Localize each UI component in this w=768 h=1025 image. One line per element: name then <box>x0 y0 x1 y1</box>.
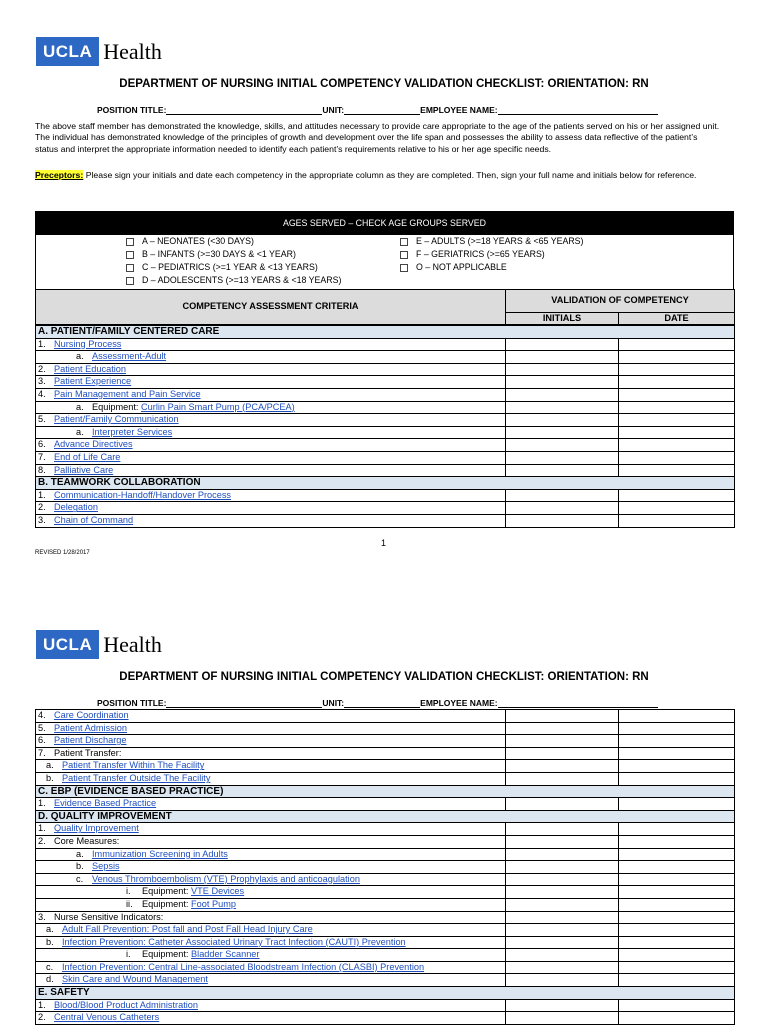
competency-link[interactable]: Patient/Family Communication <box>54 414 179 425</box>
initials-cell[interactable] <box>506 502 619 515</box>
competency-link[interactable]: Assessment-Adult <box>92 351 167 362</box>
competency-link[interactable]: Venous Thromboembolism (VTE) Prophylaxis and anticoagulation <box>92 873 360 884</box>
competency-row <box>36 439 735 452</box>
date-cell[interactable] <box>619 848 735 861</box>
item-number: a. <box>46 924 54 935</box>
competency-cell <box>36 760 506 773</box>
competency-cell <box>36 376 506 389</box>
date-cell[interactable] <box>619 439 735 452</box>
competency-link[interactable]: Patient Education <box>54 363 127 374</box>
item-number: a. <box>76 426 84 437</box>
section-title: A. PATIENT/FAMILY CENTERED CARE <box>36 326 735 339</box>
section-title: E. SAFETY <box>36 987 735 1000</box>
item-number: 3. <box>38 911 46 922</box>
initials-cell[interactable] <box>506 974 619 987</box>
initials-cell[interactable] <box>506 999 619 1012</box>
competency-link[interactable]: Infection Prevention: Central Line-associated Bloodstream Infection (CLASBI) Prevention <box>62 961 425 972</box>
competency-row <box>36 974 735 987</box>
initials-cell[interactable] <box>506 489 619 502</box>
competency-row <box>36 924 735 937</box>
competency-link[interactable]: End of Life Care <box>54 451 121 462</box>
item-number: 1. <box>38 999 46 1010</box>
competency-row <box>36 949 735 962</box>
ages-served-header: AGES SERVED – CHECK AGE GROUPS SERVED <box>35 211 734 235</box>
item-number: 3. <box>38 514 46 525</box>
initials-cell[interactable] <box>506 351 619 364</box>
ucla-health-logo: UCLA Health <box>36 630 162 659</box>
initials-cell[interactable] <box>506 451 619 464</box>
competency-row <box>36 426 735 439</box>
competency-link[interactable]: Chain of Command <box>54 514 134 525</box>
competency-cell <box>36 848 506 861</box>
competency-link[interactable]: Curlin Pain Smart Pump (PCA/PCEA) <box>141 401 295 412</box>
competency-link[interactable]: Patient Transfer Within The Facility <box>62 760 205 771</box>
competency-cell <box>36 961 506 974</box>
competency-cell <box>36 351 506 364</box>
ages-served-box <box>35 235 734 290</box>
competency-cell <box>36 464 506 477</box>
age-option-geriatrics[interactable]: F – GERIATRICS (>=65 YEARS) <box>400 249 545 259</box>
competency-link[interactable]: Adult Fall Prevention: Post fall and Post Fall Head Injury Care <box>62 924 313 935</box>
competency-row <box>36 363 735 376</box>
date-cell[interactable] <box>619 760 735 773</box>
competency-cell <box>36 936 506 949</box>
competency-cell <box>36 861 506 874</box>
age-option-pediatrics[interactable]: C – PEDIATRICS (>=1 YEAR & <13 YEARS) <box>126 262 318 272</box>
date-cell[interactable] <box>619 873 735 886</box>
item-number: a. <box>76 848 84 859</box>
section-title: D. QUALITY IMPROVEMENT <box>36 810 735 823</box>
section-header-row <box>36 785 735 798</box>
competency-cell <box>36 401 506 414</box>
checkbox-icon[interactable] <box>126 251 134 259</box>
ucla-health-logo: UCLA Health <box>36 37 162 66</box>
initials-cell[interactable] <box>506 961 619 974</box>
initials-cell[interactable] <box>506 401 619 414</box>
competency-cell <box>36 363 506 376</box>
competency-cell <box>36 489 506 502</box>
item-number: 7. <box>38 747 46 758</box>
competency-row <box>36 961 735 974</box>
date-cell[interactable] <box>619 735 735 748</box>
date-cell[interactable] <box>619 898 735 911</box>
checkbox-icon[interactable] <box>400 264 408 272</box>
document-title: DEPARTMENT OF NURSING INITIAL COMPETENCY VALIDATION CHECKLIST: ORIENTATION: RN <box>119 78 649 90</box>
competency-link[interactable]: Pain Management and Pain Service <box>54 388 201 399</box>
position-title-field[interactable] <box>166 105 322 115</box>
initials-cell[interactable] <box>506 1012 619 1025</box>
checkbox-icon[interactable] <box>400 238 408 246</box>
competency-link[interactable]: Care Coordination <box>54 710 129 720</box>
competency-row <box>36 338 735 351</box>
initials-cell[interactable] <box>506 949 619 962</box>
initials-cell[interactable] <box>506 924 619 937</box>
competency-table-page-2 <box>35 709 735 1025</box>
competency-link[interactable]: Skin Care and Wound Management <box>62 974 208 985</box>
competency-row <box>36 514 735 527</box>
competency-cell <box>36 338 506 351</box>
age-option-neonates[interactable]: A – NEONATES (<30 DAYS) <box>126 236 254 246</box>
section-header-row <box>36 477 735 490</box>
competency-row <box>36 351 735 364</box>
employee-name-field[interactable] <box>498 105 658 115</box>
date-cell[interactable] <box>619 798 735 811</box>
item-label: Patient Transfer: <box>54 747 122 758</box>
item-number: 3. <box>38 376 46 387</box>
competency-link[interactable]: Bladder Scanner <box>191 949 260 960</box>
date-cell[interactable] <box>619 376 735 389</box>
competency-row <box>36 760 735 773</box>
item-number: 1. <box>38 338 46 349</box>
competency-cell <box>36 451 506 464</box>
initials-cell[interactable] <box>506 873 619 886</box>
age-option-adults[interactable]: E – ADULTS (>=18 YEARS & <65 YEARS) <box>400 236 583 246</box>
competency-link[interactable]: Immunization Screening in Adults <box>92 848 228 859</box>
competency-row <box>36 401 735 414</box>
competency-link[interactable]: Patient Transfer Outside The Facility <box>62 772 211 783</box>
date-cell[interactable] <box>619 722 735 735</box>
item-number: a. <box>76 351 84 362</box>
item-number: 1. <box>38 489 46 500</box>
competency-row <box>36 414 735 427</box>
item-number: 4. <box>38 710 46 720</box>
initials-cell[interactable] <box>506 898 619 911</box>
competency-row <box>36 873 735 886</box>
item-number: b. <box>76 861 84 872</box>
item-number: i. <box>126 949 131 960</box>
date-header: DATE <box>619 313 735 325</box>
initials-cell[interactable] <box>506 886 619 899</box>
competency-cell <box>36 798 506 811</box>
competency-table-page-1 <box>35 325 735 528</box>
unit-field[interactable] <box>344 105 420 115</box>
competency-link[interactable]: Foot Pump <box>191 898 236 909</box>
competency-link[interactable]: VTE Devices <box>191 886 245 897</box>
date-cell[interactable] <box>619 747 735 760</box>
competency-row <box>36 772 735 785</box>
preceptors-instruction: Preceptors: Please sign your initials and date each competency in the appropriate column as they are completed. Then, sign your full name and initials below for reference. <box>35 170 697 180</box>
employee-name-field[interactable] <box>498 698 658 708</box>
checkbox-icon[interactable] <box>126 277 134 285</box>
date-cell[interactable] <box>619 464 735 477</box>
competency-row <box>36 489 735 502</box>
competency-link[interactable]: Advance Directives <box>54 439 133 450</box>
revised-date: REVISED 1/28/2017 <box>35 550 90 556</box>
date-cell[interactable] <box>619 426 735 439</box>
item-number: ii. <box>126 898 133 909</box>
criteria-header: COMPETENCY ASSESSMENT CRITERIA <box>36 290 506 325</box>
competency-cell <box>36 426 506 439</box>
item-label: Equipment: <box>142 949 192 960</box>
competency-row <box>36 710 735 723</box>
initials-cell[interactable] <box>506 772 619 785</box>
competency-row <box>36 798 735 811</box>
competency-link[interactable]: Communication-Handoff/Handover Process <box>54 489 232 500</box>
initials-cell[interactable] <box>506 414 619 427</box>
competency-row <box>36 999 735 1012</box>
competency-cell <box>36 873 506 886</box>
date-cell[interactable] <box>619 489 735 502</box>
item-number: 6. <box>38 439 46 450</box>
competency-cell <box>36 747 506 760</box>
initials-cell[interactable] <box>506 848 619 861</box>
competency-cell <box>36 835 506 848</box>
date-cell[interactable] <box>619 772 735 785</box>
competency-table-header <box>35 289 735 325</box>
item-label: Core Measures: <box>54 835 120 846</box>
item-number: 5. <box>38 722 46 733</box>
competency-cell <box>36 514 506 527</box>
initials-header: INITIALS <box>506 313 619 325</box>
date-cell[interactable] <box>619 974 735 987</box>
validation-header: VALIDATION OF COMPETENCY <box>506 290 735 313</box>
competency-link[interactable]: Patient Discharge <box>54 735 127 746</box>
competency-cell <box>36 710 506 723</box>
age-option-infants[interactable]: B – INFANTS (>=30 DAYS & <1 YEAR) <box>126 249 296 259</box>
initials-cell[interactable] <box>506 710 619 723</box>
competency-row <box>36 911 735 924</box>
initials-cell[interactable] <box>506 911 619 924</box>
competency-row <box>36 861 735 874</box>
date-cell[interactable] <box>619 710 735 723</box>
item-number: 6. <box>38 735 46 746</box>
initials-cell[interactable] <box>506 439 619 452</box>
section-header-row <box>36 326 735 339</box>
date-cell[interactable] <box>619 861 735 874</box>
date-cell[interactable] <box>619 401 735 414</box>
date-cell[interactable] <box>619 338 735 351</box>
competency-link[interactable]: Evidence Based Practice <box>54 798 157 809</box>
date-cell[interactable] <box>619 999 735 1012</box>
initials-cell[interactable] <box>506 798 619 811</box>
competency-row <box>36 835 735 848</box>
initials-cell[interactable] <box>506 823 619 836</box>
competency-row <box>36 451 735 464</box>
initials-cell[interactable] <box>506 376 619 389</box>
date-cell[interactable] <box>619 388 735 401</box>
competency-link[interactable]: Palliative Care <box>54 464 114 475</box>
date-cell[interactable] <box>619 351 735 364</box>
date-cell[interactable] <box>619 514 735 527</box>
date-cell[interactable] <box>619 924 735 937</box>
checkbox-icon[interactable] <box>126 238 134 246</box>
item-number: 1. <box>38 798 46 809</box>
initials-cell[interactable] <box>506 760 619 773</box>
competency-cell <box>36 388 506 401</box>
competency-link[interactable]: Blood/Blood Product Administration <box>54 999 199 1010</box>
item-number: 2. <box>38 363 46 374</box>
item-label: Equipment: <box>92 401 142 412</box>
initials-cell[interactable] <box>506 735 619 748</box>
date-cell[interactable] <box>619 451 735 464</box>
competency-row <box>36 376 735 389</box>
competency-row <box>36 735 735 748</box>
competency-cell <box>36 735 506 748</box>
item-label: Equipment: <box>142 898 192 909</box>
competency-cell <box>36 886 506 899</box>
position-line: POSITION TITLE: UNIT: EMPLOYEE NAME: <box>97 105 658 115</box>
competency-cell <box>36 414 506 427</box>
initials-cell[interactable] <box>506 861 619 874</box>
competency-row <box>36 1012 735 1025</box>
competency-cell <box>36 722 506 735</box>
date-cell[interactable] <box>619 961 735 974</box>
competency-cell <box>36 823 506 836</box>
competency-cell <box>36 898 506 911</box>
age-option-not-applicable[interactable]: O – NOT APPLICABLE <box>400 262 507 272</box>
competency-row <box>36 722 735 735</box>
item-label: Equipment: <box>142 886 192 897</box>
item-number: i. <box>126 886 131 897</box>
initials-cell[interactable] <box>506 464 619 477</box>
competency-row <box>36 936 735 949</box>
item-number: c. <box>46 961 54 972</box>
competency-link[interactable]: Central Venous Catheters <box>54 1012 160 1023</box>
competency-link[interactable]: Quality Improvement <box>54 823 139 834</box>
date-cell[interactable] <box>619 835 735 848</box>
competency-cell <box>36 439 506 452</box>
item-number: 1. <box>38 823 46 834</box>
item-number: a. <box>76 401 84 412</box>
competency-row <box>36 898 735 911</box>
position-title-field[interactable] <box>166 698 322 708</box>
competency-link[interactable]: Patient Experience <box>54 376 132 387</box>
initials-cell[interactable] <box>506 426 619 439</box>
item-number: 8. <box>38 464 46 475</box>
competency-cell <box>36 502 506 515</box>
section-title: B. TEAMWORK COLLABORATION <box>36 477 735 490</box>
date-cell[interactable] <box>619 949 735 962</box>
competency-cell <box>36 1012 506 1025</box>
date-cell[interactable] <box>619 911 735 924</box>
competency-row <box>36 388 735 401</box>
item-number: 4. <box>38 388 46 399</box>
competency-link[interactable]: Sepsis <box>92 861 120 872</box>
age-option-adolescents[interactable]: D – ADOLESCENTS (>=13 YEARS & <18 YEARS) <box>126 275 341 285</box>
section-title: C. EBP (EVIDENCE BASED PRACTICE) <box>36 785 735 798</box>
item-number: c. <box>76 873 84 884</box>
date-cell[interactable] <box>619 886 735 899</box>
competency-row <box>36 848 735 861</box>
item-number: b. <box>46 936 54 947</box>
item-number: 7. <box>38 451 46 462</box>
competency-row <box>36 502 735 515</box>
date-cell[interactable] <box>619 363 735 376</box>
competency-cell <box>36 974 506 987</box>
checkbox-icon[interactable] <box>126 264 134 272</box>
item-number: 2. <box>38 1012 46 1023</box>
competency-link[interactable]: Interpreter Services <box>92 426 173 437</box>
competency-row <box>36 464 735 477</box>
initials-cell[interactable] <box>506 747 619 760</box>
section-header-row <box>36 987 735 1000</box>
item-number: 2. <box>38 502 46 513</box>
competency-link[interactable]: Patient Admission <box>54 722 128 733</box>
item-number: 2. <box>38 835 46 846</box>
date-cell[interactable] <box>619 1012 735 1025</box>
initials-cell[interactable] <box>506 338 619 351</box>
date-cell[interactable] <box>619 502 735 515</box>
initials-cell[interactable] <box>506 835 619 848</box>
position-line: POSITION TITLE: UNIT: EMPLOYEE NAME: <box>97 698 658 708</box>
date-cell[interactable] <box>619 936 735 949</box>
date-cell[interactable] <box>619 414 735 427</box>
section-header-row <box>36 810 735 823</box>
item-label: Nurse Sensitive Indicators: <box>54 911 164 922</box>
item-number: d. <box>46 974 54 985</box>
initials-cell[interactable] <box>506 388 619 401</box>
date-cell[interactable] <box>619 823 735 836</box>
competency-row <box>36 886 735 899</box>
competency-row <box>36 747 735 760</box>
intro-paragraph: The above staff member has demonstrated the knowledge, skills, and attitudes necessary to provide care appropriate to the age of the patients served on his or her assigned unit. The individual has demonstrated knowledge of the principles of growth and development over the life span and possesses the ability to assess data reflective of the patient’s status and interpret the appropriate information needed to identify each patient’s requirements relative to his or her age specific needs. <box>35 121 720 154</box>
competency-cell <box>36 999 506 1012</box>
initials-cell[interactable] <box>506 936 619 949</box>
initials-cell[interactable] <box>506 363 619 376</box>
item-number: a. <box>46 760 54 771</box>
document-title: DEPARTMENT OF NURSING INITIAL COMPETENCY VALIDATION CHECKLIST: ORIENTATION: RN <box>119 671 649 683</box>
item-number: 5. <box>38 414 46 425</box>
competency-link[interactable]: Nursing Process <box>54 338 122 349</box>
competency-link[interactable]: Infection Prevention: Catheter Associated Urinary Tract Infection (CAUTI) Prevention <box>62 936 406 947</box>
item-number: b. <box>46 772 54 783</box>
competency-link[interactable]: Delegation <box>54 502 98 513</box>
initials-cell[interactable] <box>506 722 619 735</box>
competency-cell <box>36 772 506 785</box>
page-number: 1 <box>381 538 387 548</box>
competency-cell <box>36 949 506 962</box>
competency-cell <box>36 924 506 937</box>
initials-cell[interactable] <box>506 514 619 527</box>
competency-row <box>36 823 735 836</box>
unit-field[interactable] <box>344 698 420 708</box>
competency-cell <box>36 911 506 924</box>
checkbox-icon[interactable] <box>400 251 408 259</box>
